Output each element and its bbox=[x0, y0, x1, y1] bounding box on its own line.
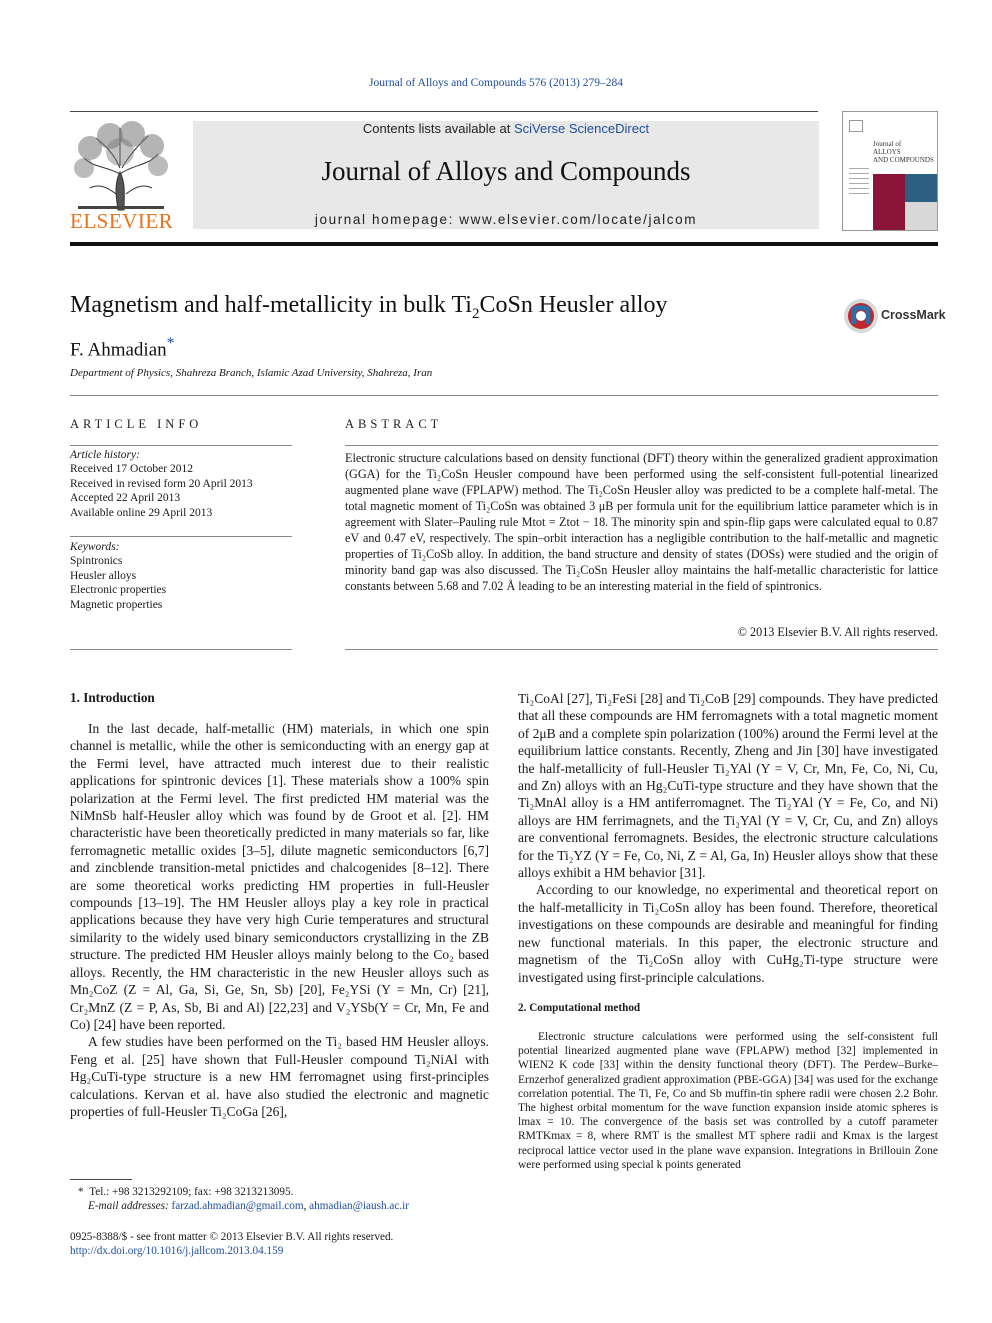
article-history bbox=[70, 448, 253, 520]
author-affiliation: Department of Physics, Shahreza Branch, Islamic Azad University, Shahreza, Iran bbox=[70, 367, 433, 379]
history-item: Received 17 October 2012 bbox=[70, 463, 193, 476]
footnote-contact bbox=[70, 1185, 500, 1199]
front-matter bbox=[70, 1230, 393, 1259]
contents-availability bbox=[193, 121, 819, 136]
keywords-label: Keywords: bbox=[70, 541, 120, 553]
email-separator: , bbox=[303, 1200, 310, 1213]
doi-link[interactable]: http://dx.doi.org/10.1016/j.jallcom.2013.04.159 bbox=[70, 1245, 284, 1258]
cover-grey-block bbox=[905, 202, 937, 230]
elsevier-logo bbox=[70, 118, 174, 233]
divider bbox=[345, 445, 938, 446]
keyword-item: Heusler alloys bbox=[70, 569, 137, 582]
cover-text-line: ALLOYS bbox=[873, 148, 901, 156]
cover-title bbox=[873, 140, 934, 164]
keyword-item: Electronic properties bbox=[70, 584, 167, 597]
journal-homepage[interactable]: journal homepage: www.elsevier.com/locate/jalcom bbox=[314, 212, 698, 227]
history-item: Received in revised form 20 April 2013 bbox=[70, 477, 253, 490]
paper-title bbox=[70, 292, 667, 323]
contents-prefix: Contents lists available at bbox=[362, 121, 514, 136]
email-link[interactable]: ahmadian@iaush.ac.ir bbox=[309, 1200, 409, 1213]
cover-blue-block bbox=[905, 174, 937, 202]
keyword-item: Magnetic properties bbox=[70, 598, 163, 611]
body-paragraph: Ti₂CoAl [27], Ti₂FeSi [28] and Ti₂CoB [29] compounds. They have predicted that all these compounds are HM ferromagnets with a total magnetic moment of 2μB and a complete spin polarization (100%) around the Fermi level at the equilibrium lattice constants. Recently, Zheng and Jin [30] have investigated the half-metallicity of full-Heusler Ti₂YAl (Y = V, Cr, Mn, Fe, Co, Ni, Cu, and Zn) alloys with an Hg₂CuTi-type structure and they have shown that the Ti₂MnAl alloy is a HM antiferromagnet. The Ti₂YAl (Y = Fe, Co, and Ni) alloys are HM ferrimagnets, and the Ti₂YAl (Y = V, Cr, Cu, and Zn) alloys are conventional ferromagnets. Besides, the electronic structure calculations for the Ti₂YZ (Y = Fe, Co, Ni, Z = Al, Ga, In) Heusler alloys show that these alloys exhibit a HM behavior [31]. bbox=[518, 691, 938, 881]
divider bbox=[70, 536, 292, 537]
history-label: Article history: bbox=[70, 449, 140, 461]
body-paragraph: According to our knowledge, no experimental and theoretical report on the half-metallicity in Ti₂CoSn alloy has been found. Therefore, theoretical investigations on these compounds are desirable and meaningful for finding new functional materials. In this paper, the electronic structure and magnetism of the Ti₂CoSn alloy with CuHg₂Ti-type structure were investigated using first-principle calculations. bbox=[518, 882, 938, 985]
header-rule-top bbox=[70, 111, 818, 112]
section-heading: 1. Introduction bbox=[70, 690, 155, 705]
paper-title-subscript: 2 bbox=[471, 305, 480, 322]
author-name bbox=[70, 335, 175, 361]
footnote-mark: * bbox=[78, 1186, 84, 1198]
crossmark-badge[interactable] bbox=[843, 296, 946, 336]
cover-text-line: Journal of bbox=[873, 140, 902, 148]
keyword-item: Spintronics bbox=[70, 555, 123, 568]
header-rule-bottom bbox=[70, 242, 938, 246]
cover-red-block bbox=[873, 174, 905, 230]
keywords bbox=[70, 540, 166, 612]
footnote-tel: Tel.: +98 3213292109; fax: +98 3213213095. bbox=[89, 1186, 294, 1198]
journal-title: Journal of Alloys and Compounds bbox=[321, 156, 691, 186]
journal-citation[interactable]: Journal of Alloys and Compounds 576 (2013) 279–284 bbox=[369, 77, 623, 89]
article-info-heading: ARTICLE INFO bbox=[70, 417, 203, 431]
divider bbox=[70, 445, 292, 446]
divider bbox=[70, 649, 292, 650]
elsevier-wordmark: ELSEVIER bbox=[70, 209, 174, 233]
paper-title-part: CoSn Heusler alloy bbox=[479, 292, 668, 318]
body-paragraph: In the last decade, half-metallic (HM) materials, in which one spin channel is metallic, while the other is semiconducting with an energy gap at the Fermi level, have attracted much interest due to their realistic applications for spintronic devices [1]. These materials show a 100% spin polarization at the Fermi level. The first predicted HM material was the NiMnSb half-Heusler alloy which was found by de Groot et al. [2]. HM characteristic have been theoretically predicted in many materials so far, like ferromagnetic metallic oxides [3–5], dilute magnetic semiconductors [6,7] and zincblende transition-metal pnictides and chalcogenides [8–12]. There are some theoretical works predicting HM properties in full-Heusler compounds [13–19]. The HM Heusler alloys play a key role in practical applications because they have very high Curie temperatures and structural similarity to the widely used binary semiconductors crystallizing in the ZB structure. The predicted HM Heusler alloys mainly belong to the Co₂ based alloys. Recently, the HM characteristic in the new Heusler alloys such as Mn₂CoZ (Z = Al, Ga, Si, Ge, Sn, Sb) [20], Fe₂YSi (Y = Mn, Cr) [21], Cr₂MnZ (Z = P, As, Sb, Bi and Al) [22,23] and V₂YSb(Y = Cr, Mn, Fe and Co) [24] have been reported. bbox=[70, 721, 489, 1032]
abstract-body: Electronic structure calculations based on density functional (DFT) theory within the generalized gradient approximation (GGA) for the Ti₂CoSn Heusler compound have been performed using the self-consistent full-potential linearized augmented plane wave (FPLAPW) method. The Ti₂CoSn Heusler alloy was predicted to be a complete half-metal. The total magnetic moment of Ti₂CoSn was obtained 3 μB per formula unit for the equilibrium lattice parameter which is in agreement with Slater–Pauling rule Mtot = Ztot − 18. The minority spin and spin-flip gaps were calculated equal to 0.87 eV and 0.47 eV, respectively. The spin–orbit interaction has a negligible contribution to the half-metallic and magnetic properties of Ti₂CoSb alloy. In addition, the band structure and density of states (DOSs) were studied and the origin of minority band gap was also discussed. The Ti₂CoSn Heusler alloy maintains the half-metallic characteristic for lattice constants between 5.68 and 7.02 Å leading to be an interesting material in the field of spintronics. bbox=[345, 451, 938, 593]
paper-title-part: Magnetism and half-metallicity in bulk Ti bbox=[70, 292, 472, 318]
email-label: E-mail addresses: bbox=[88, 1200, 169, 1213]
abstract-heading: ABSTRACT bbox=[345, 417, 443, 431]
issn-line: 0925-8388/$ - see front matter © 2013 Elsevier B.V. All rights reserved. bbox=[70, 1231, 394, 1243]
cover-logo-icon bbox=[849, 120, 863, 132]
divider bbox=[70, 395, 938, 396]
cover-text-line: AND COMPOUNDS bbox=[873, 156, 934, 164]
body-paragraph: A few studies have been performed on the Ti₂ based HM Heusler alloys. Feng et al. [25] have shown that Full-Heusler compound Ti₂NiAl with Hg₂CuTi-type structure is a new HM ferromagnet using first-principles calculations. Kervan et al. have also studied the electronic and magnetic properties of full-Heusler Ti₂CoGa [26], bbox=[70, 1034, 489, 1119]
footnote-emails bbox=[70, 1199, 500, 1213]
corresponding-author-mark[interactable]: * bbox=[166, 335, 175, 352]
sciencedirect-link[interactable]: SciVerse ScienceDirect bbox=[513, 121, 650, 136]
cover-text-lines-icon bbox=[849, 168, 869, 218]
history-item: Accepted 22 April 2013 bbox=[70, 492, 181, 505]
footnote-rule bbox=[70, 1179, 132, 1180]
section-heading: 2. Computational method bbox=[518, 1001, 641, 1014]
author-text: F. Ahmadian bbox=[70, 339, 167, 361]
crossmark-icon bbox=[843, 298, 879, 334]
body-paragraph: Electronic structure calculations were performed using the self-consistent full potential linearized augmented plane wave (FPLAPW) method [32] implemented in WIEN2 K code [33] within the density functional theory (DFT). The Perdew–Burke–Ernzerhof generalized gradient approximation (PBE-GGA) [34] was used for the exchange correlation potential. The Ti, Fe, Co and Sb muffin-tin sphere radii were chosen 2.2 Bohr. The highest orbital momentum for the wave function expansion inside atomic spheres is lmax = 10. The convergence of the basis set was controlled by a cutoff parameter RMTKmax = 8, where RMT is the smallest MT sphere radii and Kmax is the largest reciprocal lattice vector used in the plane wave expansion. Integrations in Brillouin Zone were performed using special k points generated bbox=[518, 1030, 938, 1171]
crossmark-label: CrossMark bbox=[881, 308, 946, 322]
journal-cover-thumbnail[interactable] bbox=[842, 111, 938, 231]
body-column-right bbox=[518, 690, 938, 1172]
history-item: Available online 29 April 2013 bbox=[70, 506, 213, 519]
copyright-notice: © 2013 Elsevier B.V. All rights reserved. bbox=[737, 625, 938, 639]
author-footnote bbox=[70, 1185, 500, 1214]
email-link[interactable]: farzad.ahmadian@gmail.com bbox=[171, 1200, 304, 1213]
divider bbox=[345, 649, 938, 650]
body-column-left bbox=[70, 690, 489, 1120]
